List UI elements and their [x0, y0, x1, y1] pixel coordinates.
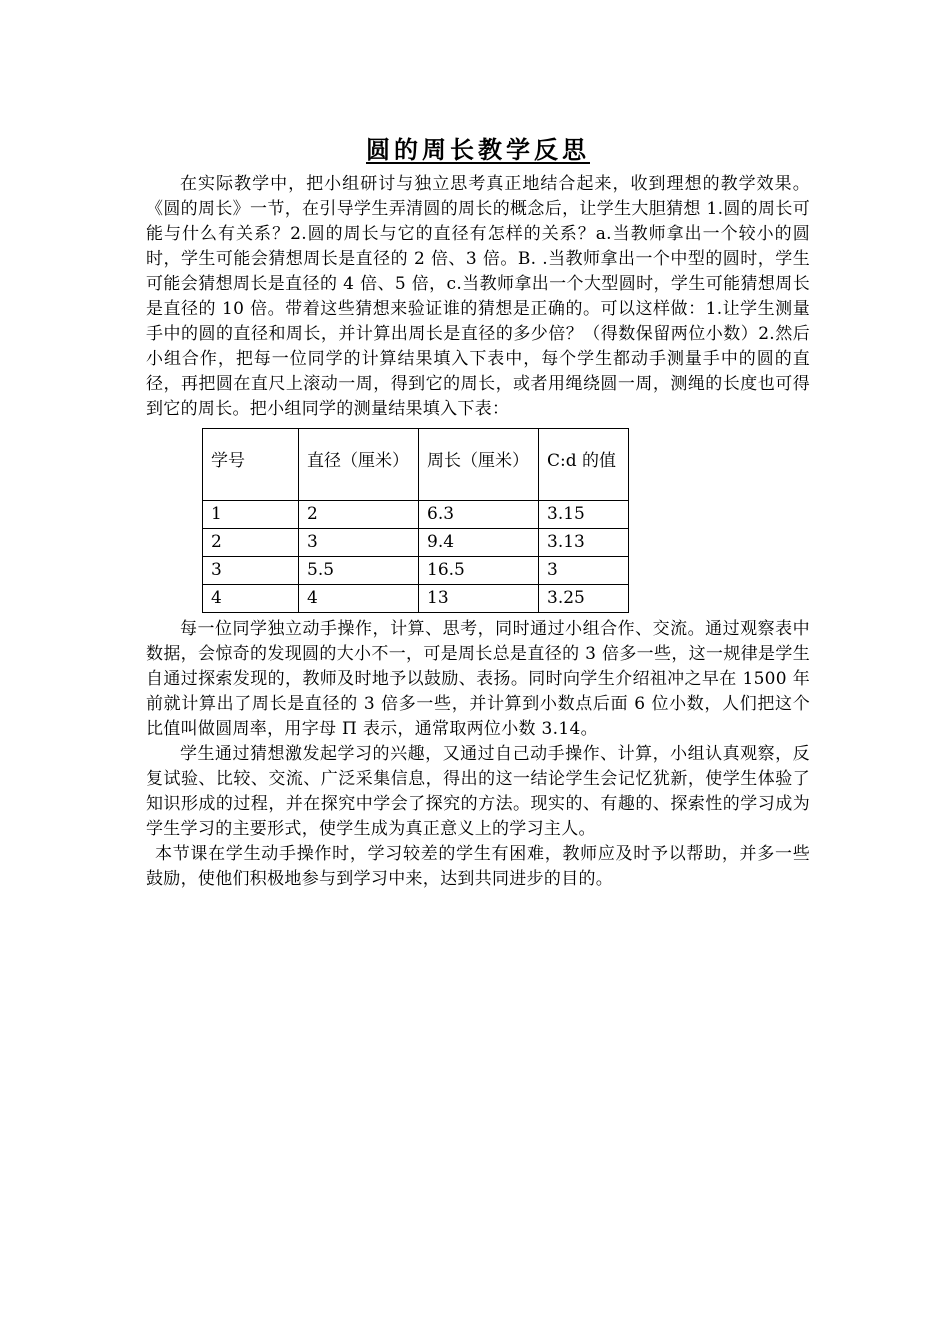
table-header-cell: 学号	[203, 429, 299, 501]
table-cell: 3	[539, 557, 629, 585]
table-row	[203, 529, 629, 557]
paragraph-intro: 在实际教学中，把小组研讨与独立思考真正地结合起来，收到理想的教学效果。《圆的周长》一节，在引导学生弄清圆的周长的概念后，让学生大胆猜想 1.圆的周长可能与什么有关系？2.圆的周长与它的直径有怎样的关系？a.当教师拿出一个较小的圆时，学生可能会猜想周长是直径的 2 倍、3 倍。B. .当教师拿出一个中型的圆时，学生可能会猜想周长是直径的 4 倍、5 倍，c.当教师拿出一个大型圆时，学生可能猜想周长是直径的 10 倍。带着这些猜想来验证谁的猜想是正确的。可以这样做：1.让学生测量手中的圆的直径和周长，并计算出周长是直径的多少倍？（得数保留两位小数）2.然后小组合作，把每一位同学的计算结果填入下表中，每个学生都动手测量手中的圆的直径，再把圆在直尺上滚动一周，得到它的周长，或者用绳绕圆一周，测绳的长度也可得到它的周长。把小组同学的测量结果填入下表：	[146, 174, 810, 419]
table-cell: 2	[203, 529, 299, 557]
table-header-cell: 周长（厘米）	[419, 429, 539, 501]
table-cell: 6.3	[419, 501, 539, 529]
table-cell: 3.25	[539, 585, 629, 613]
measurement-table	[202, 428, 629, 613]
table-cell: 3.13	[539, 529, 629, 557]
table-cell: 3	[203, 557, 299, 585]
paragraph-reflection: 学生通过猜想激发起学习的兴趣，又通过自己动手操作、计算，小组认真观察，反复试验、比较、交流、广泛采集信息，得出的这一结论学生会记忆犹新，使学生体验了知识形成的过程，并在探究中学会了探究的方法。现实的、有趣的、探索性的学习成为学生学习的主要形式，使学生成为真正意义上的学习主人。	[146, 744, 810, 839]
paragraph-conclusion: 本节课在学生动手操作时，学习较差的学生有困难，教师应及时予以帮助，并多一些鼓励，使他们积极地参与到学习中来，达到共同进步的目的。	[146, 844, 810, 889]
table-cell: 13	[419, 585, 539, 613]
table-cell: 9.4	[419, 529, 539, 557]
table-cell: 2	[299, 501, 419, 529]
document-title-text: 圆的周长教学反思	[366, 135, 590, 164]
table-cell: 4	[299, 585, 419, 613]
table-row	[203, 557, 629, 585]
table-cell: 1	[203, 501, 299, 529]
table-row	[203, 501, 629, 529]
table-cell: 16.5	[419, 557, 539, 585]
table-cell: 5.5	[299, 557, 419, 585]
table-header-cell: C:d 的值	[539, 429, 629, 501]
table-header-cell: 直径（厘米）	[299, 429, 419, 501]
document-page	[146, 132, 810, 892]
table-row	[203, 585, 629, 613]
paragraph-observation: 每一位同学独立动手操作，计算、思考，同时通过小组合作、交流。通过观察表中数据，会惊奇的发现圆的大小不一，可是周长总是直径的 3 倍多一些，这一规律是学生自通过探索发现的，教师及时地予以鼓励、表扬。同时向学生介绍祖冲之早在 1500 年前就计算出了周长是直径的 3 倍多一些，并计算到小数点后面 6 位小数，人们把这个比值叫做圆周率，用字母 Π 表示，通常取两位小数 3.14。	[146, 619, 810, 739]
table-cell: 3	[299, 529, 419, 557]
table-cell: 3.15	[539, 501, 629, 529]
table-cell: 4	[203, 585, 299, 613]
table-header-row	[203, 429, 629, 501]
document-title	[146, 132, 810, 168]
